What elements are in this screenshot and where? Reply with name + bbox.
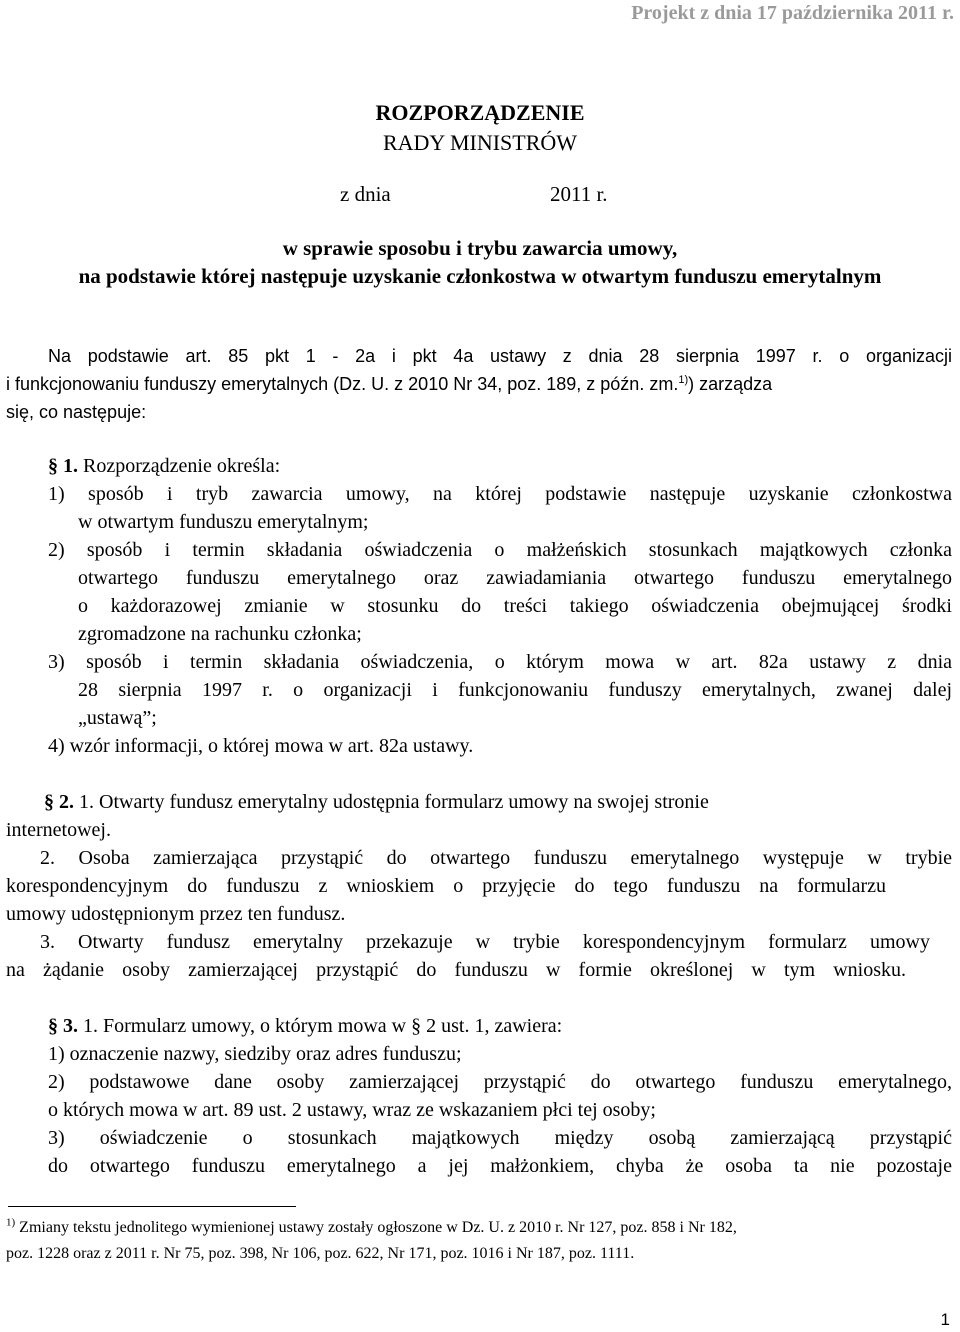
preamble-line-2: i funkcjonowaniu funduszy emerytalnych (Dz. U. z 2010 Nr 34, poz. 189, z późn. zm.$^{1)}$) zarządza <box>6 374 773 394</box>
subject-line-2: na podstawie której następuje uzyskanie członkostwa w otwartym funduszu emerytalnym <box>78 264 882 288</box>
section-3-line: 2) podstawowe dane osoby zamierzającej przystąpić do otwartego funduszu emerytalnego, <box>48 1071 952 1093</box>
section-3-line: 3) oświadczenie o stosunkach majątkowych między osobą zamierzającą przystąpić <box>48 1127 952 1149</box>
section-1-line: 4) wzór informacji, o której mowa w art. 82a ustawy. <box>48 735 474 757</box>
section-2-line: 3. Otwarty fundusz emerytalny przekazuje w trybie korespondencyjnym formularz umowy <box>40 931 930 953</box>
section-1-line: „ustawą”; <box>78 707 157 729</box>
section-1-line: 28 sierpnia 1997 r. o organizacji i funkcjonowaniu funduszy emerytalnych, zwanej dalej <box>78 679 952 701</box>
draft-date-header: Projekt z dnia 17 października 2011 r. <box>631 2 954 24</box>
date-prefix: z dnia <box>340 182 391 206</box>
date-year: 2011 r. <box>550 182 608 206</box>
section-2-line: na żądanie osoby zamierzającej przystąpić do funduszu w formie określonej w tym wniosku. <box>6 959 906 981</box>
preamble-line-3: się, co następuje: <box>6 402 147 422</box>
subject-line-1: w sprawie sposobu i trybu zawarcia umowy, <box>282 236 678 260</box>
section-3-line: do otwartego funduszu emerytalnego a jej małżonkiem, chyba że osoba ta nie pozostaje <box>48 1155 952 1177</box>
section-1-line: o każdorazowej zmianie w stosunku do treści takiego oświadczenia obejmującej środki <box>78 595 952 617</box>
section-1-line: zgromadzone na rachunku członka; <box>78 623 362 645</box>
footnote-line-1: $^{1)}$ Zmiany tekstu jednolitego wymienionej ustawy zostały ogłoszone w Dz. U. z 2010 r. Nr 127, poz. 858 i Nr 182, <box>6 1216 737 1236</box>
preamble-line-1: Na podstawie art. 85 pkt 1 - 2a i pkt 4a ustawy z dnia 28 sierpnia 1997 r. o organizacji <box>48 346 952 366</box>
section-1-line: 3) sposób i termin składania oświadczenia, o którym mowa w art. 82a ustawy z dnia <box>48 651 952 673</box>
page-number: 1 <box>940 1310 950 1329</box>
section-2-line: 2. Osoba zamierzająca przystąpić do otwartego funduszu emerytalnego występuje w trybie <box>40 847 952 869</box>
section-2-line: umowy udostępnionym przez ten fundusz. <box>6 903 346 925</box>
section-3-line: o których mowa w art. 89 ust. 2 ustawy, wraz ze wskazaniem płci tej osoby; <box>48 1099 656 1121</box>
section-1-line: 1) sposób i tryb zawarcia umowy, na której podstawie następuje uzyskanie członkostwa <box>48 483 952 505</box>
section-1-line: otwartego funduszu emerytalnego oraz zawiadamiania otwartego funduszu emerytalnego <box>78 567 952 589</box>
footnote-separator <box>8 1206 296 1207</box>
section-2-line: internetowej. <box>6 819 111 841</box>
section-3-heading: § 3. 1. Formularz umowy, o którym mowa w § 2 ust. 1, zawiera: <box>48 1015 563 1037</box>
section-1-line: w otwartym funduszu emerytalnym; <box>78 511 369 533</box>
act-type-title: ROZPORZĄDZENIE <box>375 100 585 125</box>
section-2-heading: § 2. 1. Otwarty fundusz emerytalny udostępnia formularz umowy na swojej stronie <box>44 791 709 813</box>
issuer-title: RADY MINISTRÓW <box>382 130 578 155</box>
footnote-line-2: poz. 1228 oraz z 2011 r. Nr 75, poz. 398, Nr 106, poz. 622, Nr 171, poz. 1016 i Nr 187, poz. 1111. <box>6 1245 635 1262</box>
section-1-heading: § 1. Rozporządzenie określa: <box>48 455 281 477</box>
section-3-line: 1) oznaczenie nazwy, siedziby oraz adres funduszu; <box>48 1043 462 1065</box>
section-1-line: 2) sposób i termin składania oświadczenia o małżeńskich stosunkach majątkowych członka <box>48 539 952 561</box>
section-2-line: korespondencyjnym do funduszu z wnioskiem o przyjęcie do tego funduszu na formularzu <box>6 875 886 897</box>
